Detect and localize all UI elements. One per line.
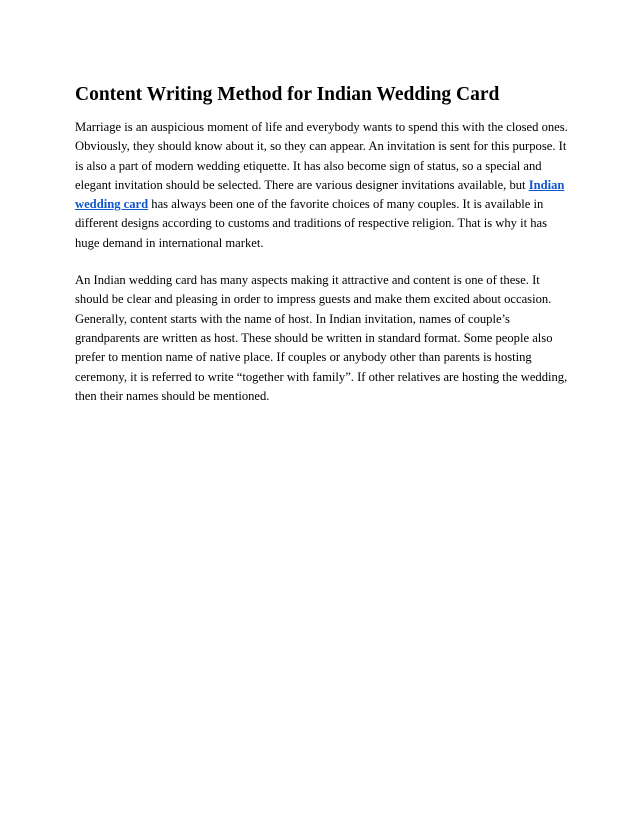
paragraph-content-aspects: An Indian wedding card has many aspects making it attractive and content is one of these. It should be clear and pleasing in order to impress guests and make them excited about occasion. Generally, content starts with the name of host. In Indian invitation, names of couple’s grandparents are written as host. These should be written in standard format. Some people also prefer to mention name of native place. If couples or anybody other than parents is hosting ceremony, it is referred to write “together with family”. If other relatives are hosting the wedding, then their names should be mentioned. bbox=[75, 273, 568, 403]
document-page bbox=[75, 82, 573, 406]
paragraph-intro-text-after-link: has always been one of the favorite choices of many couples. It is available in different designs according to customs and traditions of respective religion. That is why it has huge demand in international market. bbox=[75, 197, 548, 250]
indian-wedding-card-link[interactable]: Indian wedding card bbox=[75, 177, 565, 212]
document-title: Content Writing Method for Indian Wedding Card bbox=[75, 84, 500, 105]
paragraph-intro bbox=[75, 118, 573, 253]
paragraph-intro-text-before-link: Marriage is an auspicious moment of life and everybody wants to spend this with the closed ones. Obviously, they should know about it, so they can appear. An invitation is sent for this purpose. It is also a part of modern wedding etiquette. It has also become sign of status, so a special and elegant invitation should be selected. There are various designer invitations available, but bbox=[75, 120, 568, 192]
